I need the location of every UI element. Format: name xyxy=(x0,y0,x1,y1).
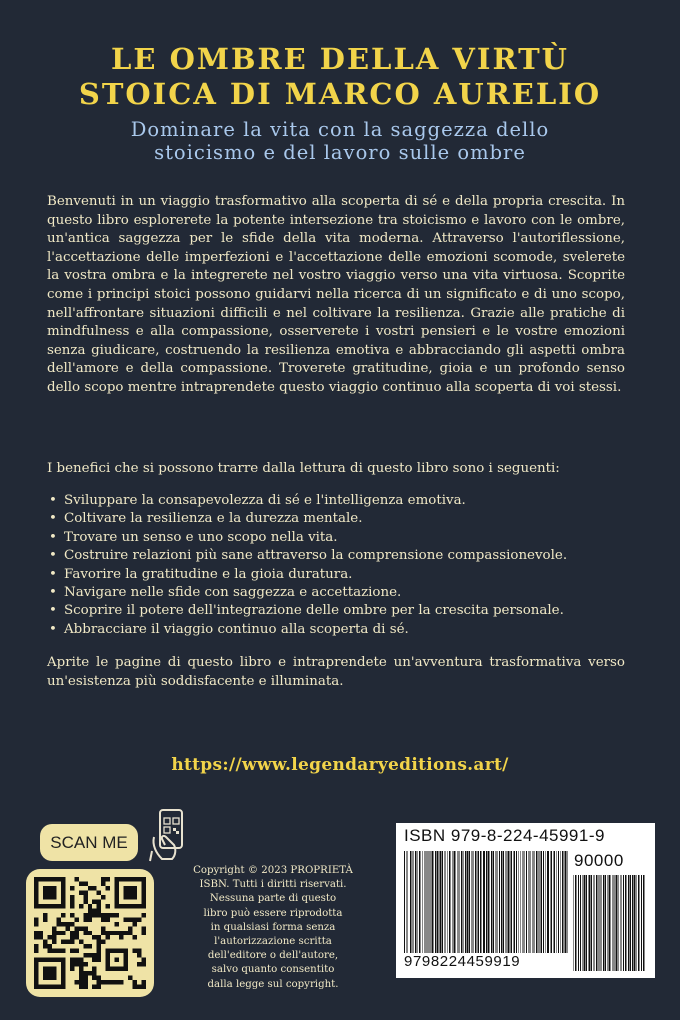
book-title xyxy=(0,42,680,112)
copyright-line: Copyright © 2023 PROPRIETÀ xyxy=(193,865,353,876)
subtitle-line-1: Dominare la vita con la saggezza dello xyxy=(130,118,550,141)
isbn-barcode xyxy=(396,823,655,978)
copyright-line: ISBN. Tutti i diritti riservati. xyxy=(199,879,347,891)
copyright-line: dalla legge sul copyright. xyxy=(207,978,339,990)
list-item xyxy=(47,566,637,584)
list-item xyxy=(47,492,637,510)
list-item-text: Costruire relazioni più sane attraverso la comprensione compassionevole. xyxy=(64,548,568,564)
benefits-list xyxy=(47,492,637,639)
list-item-text: Navigare nelle sfide con saggezza e accettazione. xyxy=(64,585,402,601)
copyright-line: salvo quanto consentito xyxy=(211,964,335,976)
copyright-line: in qualsiasi forma senza xyxy=(210,921,336,933)
list-item xyxy=(47,602,637,620)
subtitle-line-2: stoicismo e del lavoro sulle ombre xyxy=(154,141,526,164)
book-subtitle xyxy=(0,118,680,164)
bullet-icon: • xyxy=(49,585,57,601)
copyright-line: dell'editore o dell'autore, xyxy=(207,950,339,962)
website-link[interactable]: https://www.legendaryeditions.art/ xyxy=(171,755,509,775)
scan-me-label: SCAN ME xyxy=(40,824,138,861)
bullet-icon: • xyxy=(49,493,57,508)
list-item xyxy=(47,547,637,565)
title-line-1: LE OMBRE DELLA VIRTÙ xyxy=(111,42,569,76)
intro-paragraph: Benvenuti in un viaggio trasformativo alla scoperta di sé e della propria crescita. In questo libro esplorerete la potente intersezione tra stoicismo e lavoro con le ombre, un'antica saggezza per le sfide della vita moderna. Attraverso l'autoriflessione, l'accettazione delle imperfezioni e l'accettazione delle emozioni scomode, svelerete la vostra ombra e la integrerete nel vostro viaggio verso una vita virtuosa. Scoprite come i principi stoici possono guidarvi nella ricerca di un significato e di uno scopo, nell'affrontare situazioni difficili e nel coltivare la resilienza. Grazie alle pratiche di mindfulness e alla compassione, osserverete i vostri pensieri e le vostre emozioni senza giudicare, costruendo la resilienza emotiva e abbracciando gli aspetti ombra dell'amore e della compassione. Troverete gratitudine, gioia e un profondo senso dello scopo mentre intraprendete questo viaggio continuo alla scoperta di voi stessi. xyxy=(47,194,625,395)
bullet-icon: • xyxy=(49,621,57,637)
copyright-notice xyxy=(178,864,368,992)
copyright-line: Nessuna parte di questo xyxy=(209,893,337,905)
addon-barcode-bars xyxy=(573,875,645,971)
copyright-line: l'autorizzazione scritta xyxy=(214,936,332,948)
list-item xyxy=(47,529,637,547)
benefits-intro: I benefici che si possono trarre dalla lettura di questo libro sono i seguenti: xyxy=(47,461,560,476)
list-item-text: Favorire la gratitudine e la gioia duratura. xyxy=(64,566,353,582)
bullet-icon: • xyxy=(49,511,57,527)
phone-scan-icon xyxy=(148,807,194,863)
title-line-2: STOICA DI MARCO AURELIO xyxy=(78,77,602,111)
price-code: 90000 xyxy=(574,851,624,870)
copyright-line: libro può essere riprodotta xyxy=(203,907,343,919)
closing-paragraph: Aprite le pagine di questo libro e intraprendete un'avventura trasformativa verso un'esistenza più soddisfacente e illuminata. xyxy=(47,655,625,689)
bullet-icon: • xyxy=(49,529,57,545)
list-item-text: Abbracciare il viaggio continuo alla scoperta di sé. xyxy=(64,621,409,637)
list-item xyxy=(47,510,637,528)
list-item-text: Sviluppare la consapevolezza di sé e l'intelligenza emotiva. xyxy=(64,493,466,508)
bullet-icon: • xyxy=(49,548,57,564)
list-item-text: Scoprire il potere dell'integrazione delle ombre per la crescita personale. xyxy=(64,603,564,619)
qr-code-image xyxy=(34,877,146,989)
list-item xyxy=(47,584,637,602)
list-item xyxy=(47,621,637,639)
list-item-text: Trovare un senso e uno scopo nella vita. xyxy=(64,529,338,545)
list-item-text: Coltivare la resilienza e la durezza mentale. xyxy=(64,511,363,527)
bullet-icon: • xyxy=(49,603,57,619)
qr-code[interactable] xyxy=(26,869,154,997)
bullet-icon: • xyxy=(49,566,57,582)
isbn-number: ISBN 979-8-224-45991-9 xyxy=(404,826,605,845)
barcode-bars xyxy=(404,851,569,969)
ean-number: 9798224459919 xyxy=(404,953,569,970)
